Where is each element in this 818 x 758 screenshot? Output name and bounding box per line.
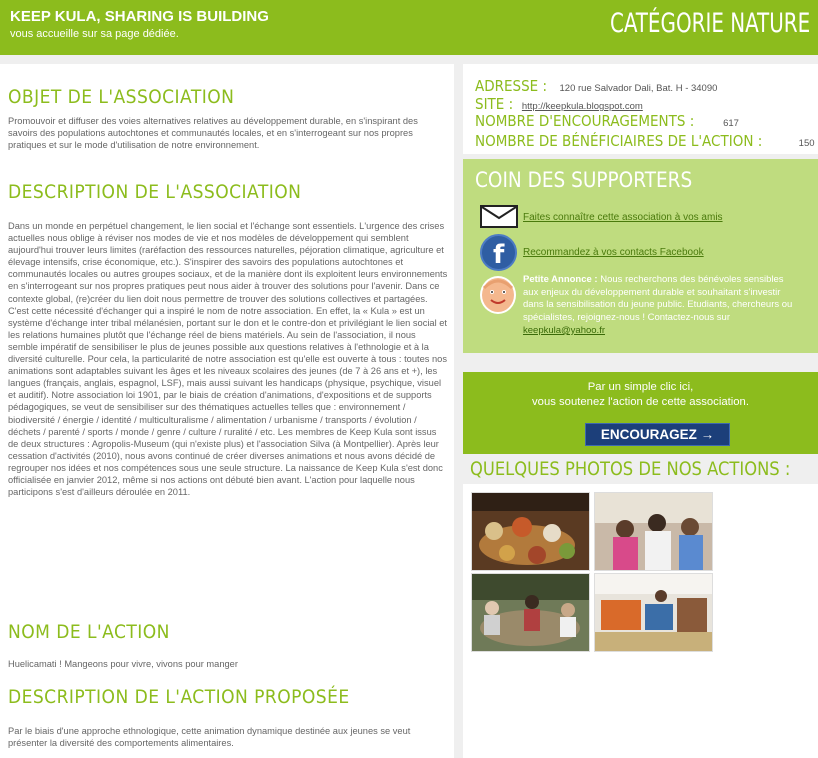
beneficiaries-label: NOMBRE DE BÉNÉFICIAIRES DE L'ACTION : bbox=[475, 132, 763, 150]
facebook-recommend-link[interactable]: Recommandez à vos contacts Facebook bbox=[523, 247, 704, 258]
encourage-line-2: vous soutenez l'action de cette association. bbox=[532, 396, 749, 408]
encouragements-value: 617 bbox=[723, 118, 739, 129]
category-label: CATÉGORIE NATURE bbox=[609, 8, 810, 39]
encourage-button[interactable]: ENCOURAGEZ → bbox=[585, 423, 730, 446]
share-with-friends-link[interactable]: Faites connaître cette association à vos amis bbox=[523, 212, 723, 223]
photo-food-table[interactable] bbox=[471, 492, 590, 571]
supporters-heading: COIN DES SUPPORTERS bbox=[475, 168, 693, 192]
site-link[interactable]: http://keepkula.blogspot.com bbox=[521, 101, 643, 112]
ad-text: Nous recherchons des bénévoles sensibles aux enjeux du développement durable et souhaitant s'investir dans la sensibilisation du jeune public. Etudiants, chercheurs ou spécialistes, rejoignez-nous ! Contactez-nous sur bbox=[523, 274, 793, 324]
site-label: SITE : bbox=[475, 95, 514, 113]
address-row bbox=[475, 77, 717, 96]
action-description-heading: DESCRIPTION DE L'ACTION PROPOSÉE bbox=[8, 686, 350, 708]
encourage-panel bbox=[463, 372, 818, 454]
action-description-text: Par le biais d'une approche ethnologique, cette animation dynamique destinée aux jeunes se veut présenter la diversité des comportements alimentaires. bbox=[8, 726, 411, 749]
svg-text:f: f bbox=[493, 240, 505, 269]
contact-email-link[interactable]: keepkula@yahoo.fr bbox=[523, 324, 605, 336]
envelope-icon[interactable] bbox=[480, 205, 518, 228]
main-content bbox=[0, 64, 454, 758]
action-name-text: Huelicamati ! Mangeons pour vivre, vivons pour manger bbox=[8, 659, 238, 669]
photos-panel bbox=[463, 484, 818, 758]
encouragements-label: NOMBRE D'ENCOURAGEMENTS : bbox=[475, 112, 695, 130]
small-ad bbox=[523, 274, 793, 338]
description-text: Dans un monde en perpétuel changement, le lien social et l'échange sont essentiels. L'urgence des crises actuelles nous oblige à réviser nos modes de vie et nos modèles de développement qui semblent aujourd'hui trouver leurs limites (raréfaction des ressources naturelles, péjoration climatique, agriculture et élevage intensifs, crise économique, etc.). S'inspirer des savoirs des populations autochtones et communautés locales ou autres groupes sociaux, et de la manière dont ils exploitent leurs environnements en s'interrogeant sur nos propres pratiques peut nous aider à trouver des solutions pour l'avenir. Dans ce contexte global, (re)créer du lien doit nous permettre de trouver des solutions collectives et partagées. C'est cette nécessité d'échanger qui a inspiré le nom de notre association. En effet, la « Kula » est un système d'échange inter tribal mélanésien, portant sur le don et le contre-don et privilégiant le lien social et les relations humaines plutôt que l'échange réel de biens matériels. Au sein de l'association, il nous semble impératif de sensibiliser le plus de jeunes possible aux questions relatives à l'ethnologie et à la diversité culturelle. Pour cela, la particularité de notre association est qu'elle est ouverte à tous : toutes nos animations sont adaptables suivant les âges et les niveaux scolaires des jeunes (de 7 à 26 ans et +), les langues (français, anglais, espagnol, LSF), mais aussi suivant les handicaps (physique, psychique, visuel et auditif). Notre association loi 1901, par le biais de création d'animations, d'expositions et de supports pédagogiques, se veut de sensibiliser sur des thématiques actuelles telles que : environnement / biodiversité / énergie / identité / multiculturalisme / alimentation / urbanisme / transports / évolution / déchets / parenté / sports / monde / genre / culture / ruralité / etc. Les membres de Keep Kula sont issus de deux structures : Agropolis-Museum (qui n'existe plus) et l'association Silva (à Montpellier). Après leur cessation d'activités (2010), nous avons continué de créer diverses animations et nous avons décidé de regrouper nos idées et nos compétences sous une seule structure. La naissance de Keep Kula s'est donc officialisée en janvier 2012, même si nos actions ont débuté bien avant. L'action pour laquelle nous participons s'est d'ailleurs déroulée en 2011. bbox=[8, 221, 448, 498]
association-title: KEEP KULA, SHARING IS BUILDING bbox=[10, 8, 269, 25]
ad-label: Petite Annonce : bbox=[523, 274, 598, 285]
supporters-panel bbox=[463, 159, 818, 353]
beneficiaries-row bbox=[475, 132, 815, 151]
smiley-face-icon bbox=[480, 276, 516, 314]
encouragements-row bbox=[475, 112, 739, 131]
association-info bbox=[463, 64, 818, 154]
action-name-heading: NOM DE L'ACTION bbox=[8, 621, 170, 643]
photo-outdoor-activity[interactable] bbox=[471, 573, 590, 652]
address-label: ADRESSE : bbox=[475, 77, 548, 95]
facebook-icon[interactable] bbox=[480, 234, 517, 271]
photos-heading: QUELQUES PHOTOS DE NOS ACTIONS : bbox=[470, 458, 791, 480]
beneficiaries-value: 150 bbox=[798, 138, 815, 149]
header-subtitle: vous accueille sur sa page dédiée. bbox=[10, 28, 179, 40]
photo-children-group[interactable] bbox=[594, 492, 713, 571]
encourage-line-1: Par un simple clic ici, bbox=[587, 381, 694, 393]
description-heading: DESCRIPTION DE L'ASSOCIATION bbox=[8, 181, 302, 203]
photo-market-stall[interactable] bbox=[594, 573, 713, 652]
object-heading: OBJET DE L'ASSOCIATION bbox=[8, 86, 235, 108]
address-value: 120 rue Salvador Dali, Bat. H - 34090 bbox=[559, 83, 718, 94]
header-bar bbox=[0, 0, 818, 55]
object-text: Promouvoir et diffuser des voies alternatives relatives au développement durable, en s'inspirant des savoirs des populations autochtones et communautés locales, et en s'interrogeant sur nos propres pratiques et sur le mode d'utilisation de notre environnement. bbox=[8, 116, 418, 151]
